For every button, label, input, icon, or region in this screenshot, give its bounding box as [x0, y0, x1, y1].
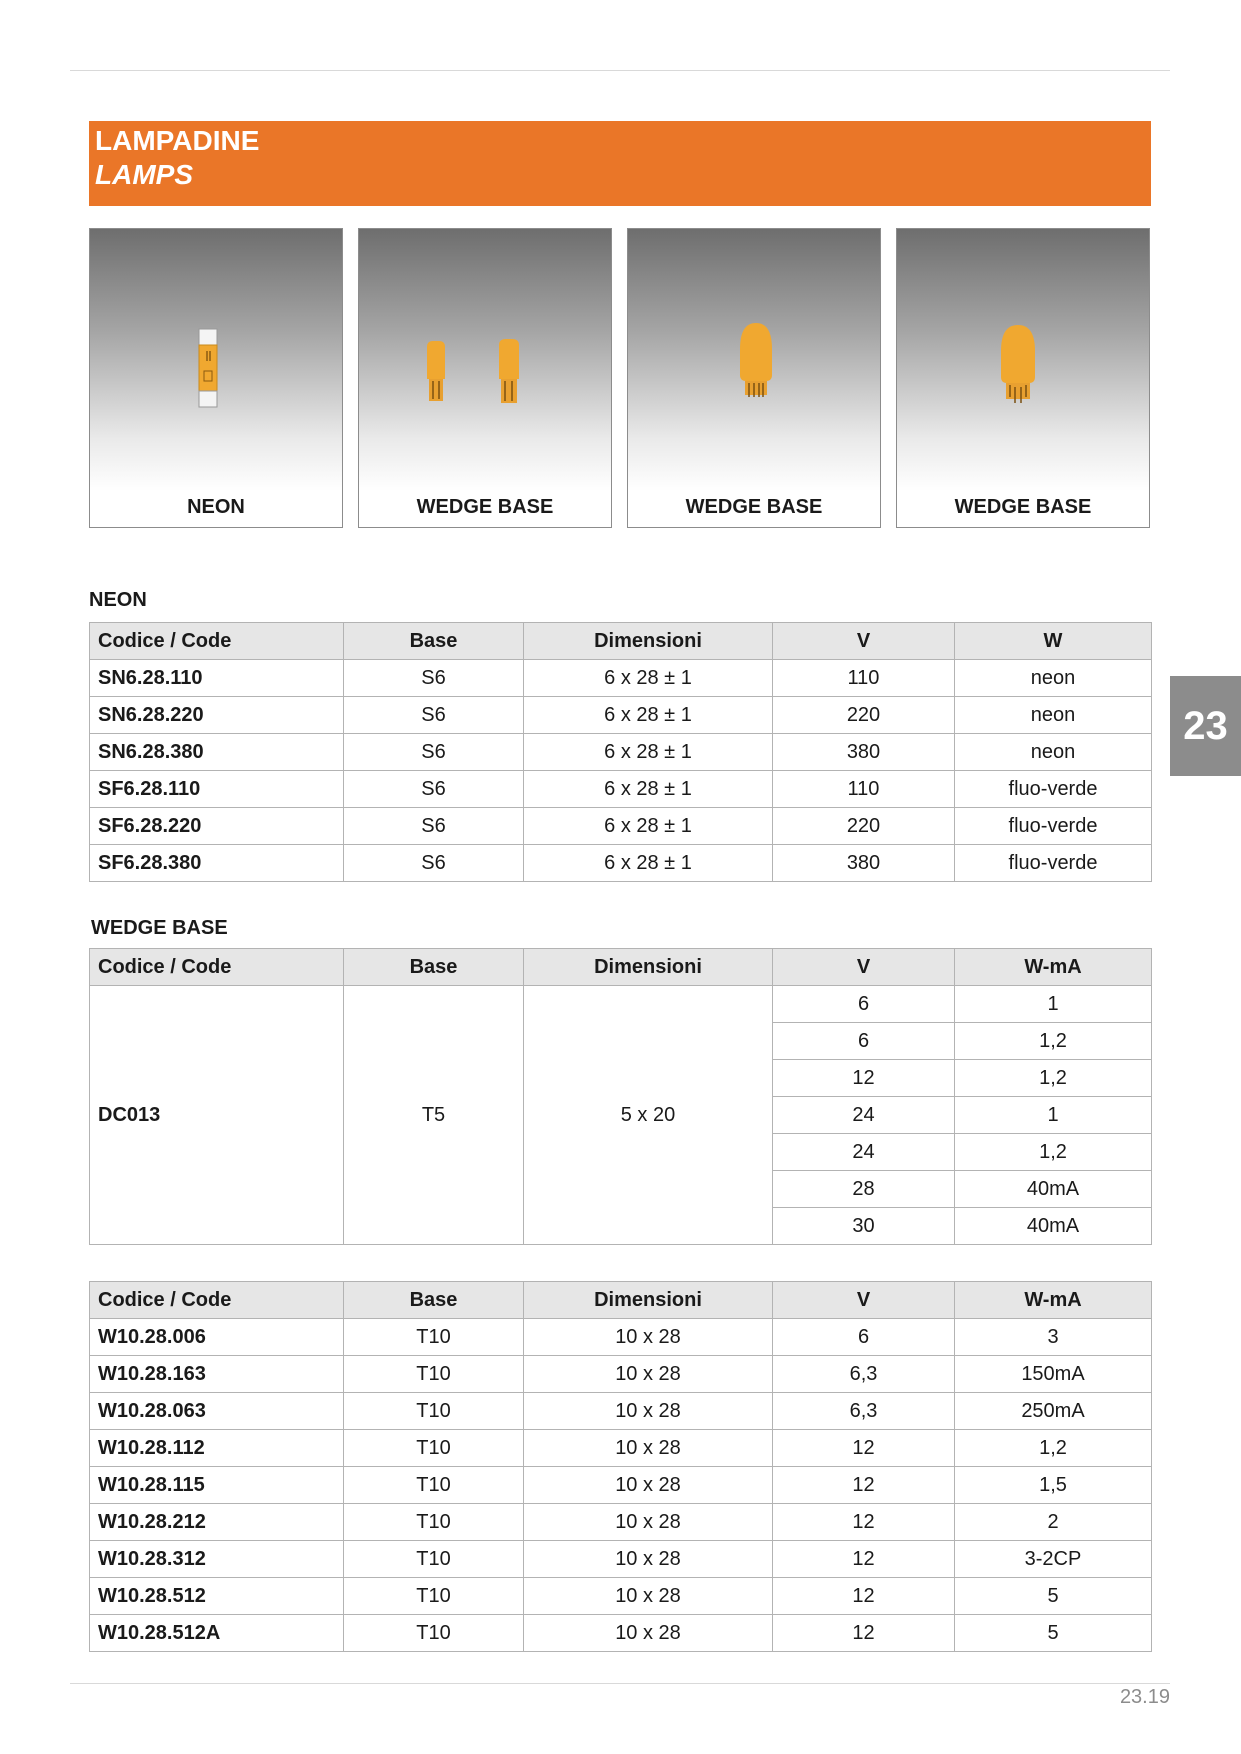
cell-base: T10 — [344, 1504, 524, 1541]
table-header-row — [90, 623, 1152, 660]
card-caption: NEON — [187, 496, 245, 518]
table-row — [90, 1319, 1152, 1356]
cell-code: W10.28.063 — [90, 1393, 344, 1430]
product-card-wedge-3 — [896, 228, 1150, 528]
product-card-neon — [89, 228, 343, 528]
cell-wattage: 1,2 — [955, 1134, 1152, 1171]
cell-code: W10.28.212 — [90, 1504, 344, 1541]
cell-base: S6 — [344, 697, 524, 734]
banner-title-italian: LAMPADINE — [95, 125, 260, 156]
cell-voltage: 6,3 — [773, 1356, 955, 1393]
cell-code: W10.28.112 — [90, 1430, 344, 1467]
cell-dimensions: 10 x 28 — [524, 1578, 773, 1615]
header-voltage: V — [773, 623, 955, 660]
cell-code: W10.28.312 — [90, 1541, 344, 1578]
cell-base: T10 — [344, 1393, 524, 1430]
cell-dimensions: 10 x 28 — [524, 1615, 773, 1652]
cell-voltage: 24 — [773, 1134, 955, 1171]
card-caption: WEDGE BASE — [685, 496, 823, 518]
header-wattage: W-mA — [955, 1282, 1152, 1319]
cell-base: S6 — [344, 734, 524, 771]
cell-code: W10.28.115 — [90, 1467, 344, 1504]
cell-voltage: 12 — [773, 1467, 955, 1504]
cell-voltage: 28 — [773, 1171, 955, 1208]
section-banner — [89, 121, 1151, 206]
product-card-wedge-1 — [358, 228, 612, 528]
table-row — [90, 1430, 1152, 1467]
cell-code: W10.28.512A — [90, 1615, 344, 1652]
cell-wattage: 1,2 — [955, 1023, 1152, 1060]
table-header-row — [90, 1282, 1152, 1319]
table-row — [90, 697, 1152, 734]
cell-dimensions: 10 x 28 — [524, 1393, 773, 1430]
cell-voltage: 110 — [773, 771, 955, 808]
cell-base: T10 — [344, 1578, 524, 1615]
table-row — [90, 1504, 1152, 1541]
cell-wattage: 3 — [955, 1319, 1152, 1356]
cell-code: SF6.28.380 — [90, 845, 344, 882]
cell-wattage: neon — [955, 660, 1152, 697]
table-row — [90, 1393, 1152, 1430]
cell-voltage: 6,3 — [773, 1393, 955, 1430]
cell-dimensions: 10 x 28 — [524, 1504, 773, 1541]
cell-dimensions: 10 x 28 — [524, 1541, 773, 1578]
cell-wattage: fluo-verde — [955, 771, 1152, 808]
header-code: Codice / Code — [90, 949, 344, 986]
table-row — [90, 1615, 1152, 1652]
header-dimensions: Dimensioni — [524, 1282, 773, 1319]
cell-wattage: fluo-verde — [955, 845, 1152, 882]
top-divider — [70, 70, 1170, 71]
table-row — [90, 660, 1152, 697]
cell-dimensions: 6 x 28 ± 1 — [524, 697, 773, 734]
cell-voltage: 30 — [773, 1208, 955, 1245]
cell-wattage: 2 — [955, 1504, 1152, 1541]
header-base: Base — [344, 949, 524, 986]
table-row — [90, 845, 1152, 882]
cell-voltage: 220 — [773, 697, 955, 734]
cell-code: SN6.28.110 — [90, 660, 344, 697]
table-row — [90, 986, 1152, 1023]
cell-wattage: fluo-verde — [955, 808, 1152, 845]
cell-dimensions: 6 x 28 ± 1 — [524, 808, 773, 845]
cell-wattage: 1 — [955, 1097, 1152, 1134]
neon-table — [89, 622, 1152, 882]
cell-dimensions: 10 x 28 — [524, 1430, 773, 1467]
cell-code: SF6.28.220 — [90, 808, 344, 845]
cell-base: T10 — [344, 1356, 524, 1393]
header-dimensions: Dimensioni — [524, 949, 773, 986]
wedge-w10-table — [89, 1281, 1152, 1652]
cell-voltage: 12 — [773, 1430, 955, 1467]
table-row — [90, 808, 1152, 845]
cell-base: T10 — [344, 1541, 524, 1578]
cell-dimensions: 6 x 28 ± 1 — [524, 771, 773, 808]
cell-base: S6 — [344, 845, 524, 882]
table-row — [90, 1541, 1152, 1578]
cell-base: T10 — [344, 1319, 524, 1356]
cell-code: DC013 — [90, 986, 344, 1245]
cell-voltage: 12 — [773, 1615, 955, 1652]
table-row — [90, 1578, 1152, 1615]
cell-voltage: 6 — [773, 986, 955, 1023]
cell-wattage: 1 — [955, 986, 1152, 1023]
cell-dimensions: 6 x 28 ± 1 — [524, 660, 773, 697]
wedge-section-title: WEDGE BASE — [91, 917, 228, 939]
cell-wattage: 1,2 — [955, 1430, 1152, 1467]
cell-code: SN6.28.220 — [90, 697, 344, 734]
cell-base: T5 — [344, 986, 524, 1245]
card-caption: WEDGE BASE — [416, 496, 554, 518]
cell-wattage: 40mA — [955, 1208, 1152, 1245]
cell-voltage: 220 — [773, 808, 955, 845]
cell-code: W10.28.006 — [90, 1319, 344, 1356]
cell-wattage: neon — [955, 734, 1152, 771]
card-caption: WEDGE BASE — [954, 496, 1092, 518]
cell-wattage: 1,2 — [955, 1060, 1152, 1097]
table-row — [90, 734, 1152, 771]
cell-dimensions: 10 x 28 — [524, 1356, 773, 1393]
cell-code: W10.28.512 — [90, 1578, 344, 1615]
cell-dimensions: 6 x 28 ± 1 — [524, 845, 773, 882]
header-wattage: W-mA — [955, 949, 1152, 986]
cell-wattage: 250mA — [955, 1393, 1152, 1430]
wedge-lamp-large-icon — [628, 229, 882, 489]
cell-base: S6 — [344, 808, 524, 845]
header-code: Codice / Code — [90, 1282, 344, 1319]
product-card-wedge-2 — [627, 228, 881, 528]
cell-voltage: 24 — [773, 1097, 955, 1134]
cell-dimensions: 5 x 20 — [524, 986, 773, 1245]
cell-base: S6 — [344, 660, 524, 697]
header-base: Base — [344, 623, 524, 660]
cell-wattage: 40mA — [955, 1171, 1152, 1208]
cell-voltage: 12 — [773, 1060, 955, 1097]
page-number: 23.19 — [1119, 1686, 1170, 1708]
cell-code: W10.28.163 — [90, 1356, 344, 1393]
cell-voltage: 12 — [773, 1504, 955, 1541]
cell-wattage: 5 — [955, 1615, 1152, 1652]
cell-base: T10 — [344, 1430, 524, 1467]
header-base: Base — [344, 1282, 524, 1319]
cell-code: SN6.28.380 — [90, 734, 344, 771]
cell-wattage: 150mA — [955, 1356, 1152, 1393]
cell-wattage: 3-2CP — [955, 1541, 1152, 1578]
cell-base: T10 — [344, 1615, 524, 1652]
cell-voltage: 380 — [773, 734, 955, 771]
table-header-row — [90, 949, 1152, 986]
table-row — [90, 1356, 1152, 1393]
cell-wattage: 1,5 — [955, 1467, 1152, 1504]
banner-title-english: LAMPS — [95, 159, 193, 190]
neon-lamp-icon — [90, 229, 344, 489]
wedge-lamps-pair-icon — [359, 229, 613, 489]
chapter-tab: 23 — [1170, 676, 1241, 776]
header-dimensions: Dimensioni — [524, 623, 773, 660]
cell-code: SF6.28.110 — [90, 771, 344, 808]
header-code: Codice / Code — [90, 623, 344, 660]
cell-voltage: 110 — [773, 660, 955, 697]
cell-voltage: 12 — [773, 1578, 955, 1615]
bottom-divider — [70, 1683, 1170, 1684]
neon-section-title: NEON — [89, 589, 147, 611]
wedge-dc013-table — [89, 948, 1152, 1245]
cell-voltage: 12 — [773, 1541, 955, 1578]
table-row — [90, 1467, 1152, 1504]
wedge-lamp-large-icon — [897, 229, 1151, 489]
header-voltage: V — [773, 949, 955, 986]
cell-voltage: 6 — [773, 1319, 955, 1356]
header-voltage: V — [773, 1282, 955, 1319]
cell-dimensions: 10 x 28 — [524, 1467, 773, 1504]
cell-dimensions: 10 x 28 — [524, 1319, 773, 1356]
cell-base: T10 — [344, 1467, 524, 1504]
cell-wattage: 5 — [955, 1578, 1152, 1615]
cell-voltage: 6 — [773, 1023, 955, 1060]
cell-base: S6 — [344, 771, 524, 808]
header-wattage: W — [955, 623, 1152, 660]
table-row — [90, 771, 1152, 808]
cell-voltage: 380 — [773, 845, 955, 882]
cell-wattage: neon — [955, 697, 1152, 734]
cell-dimensions: 6 x 28 ± 1 — [524, 734, 773, 771]
